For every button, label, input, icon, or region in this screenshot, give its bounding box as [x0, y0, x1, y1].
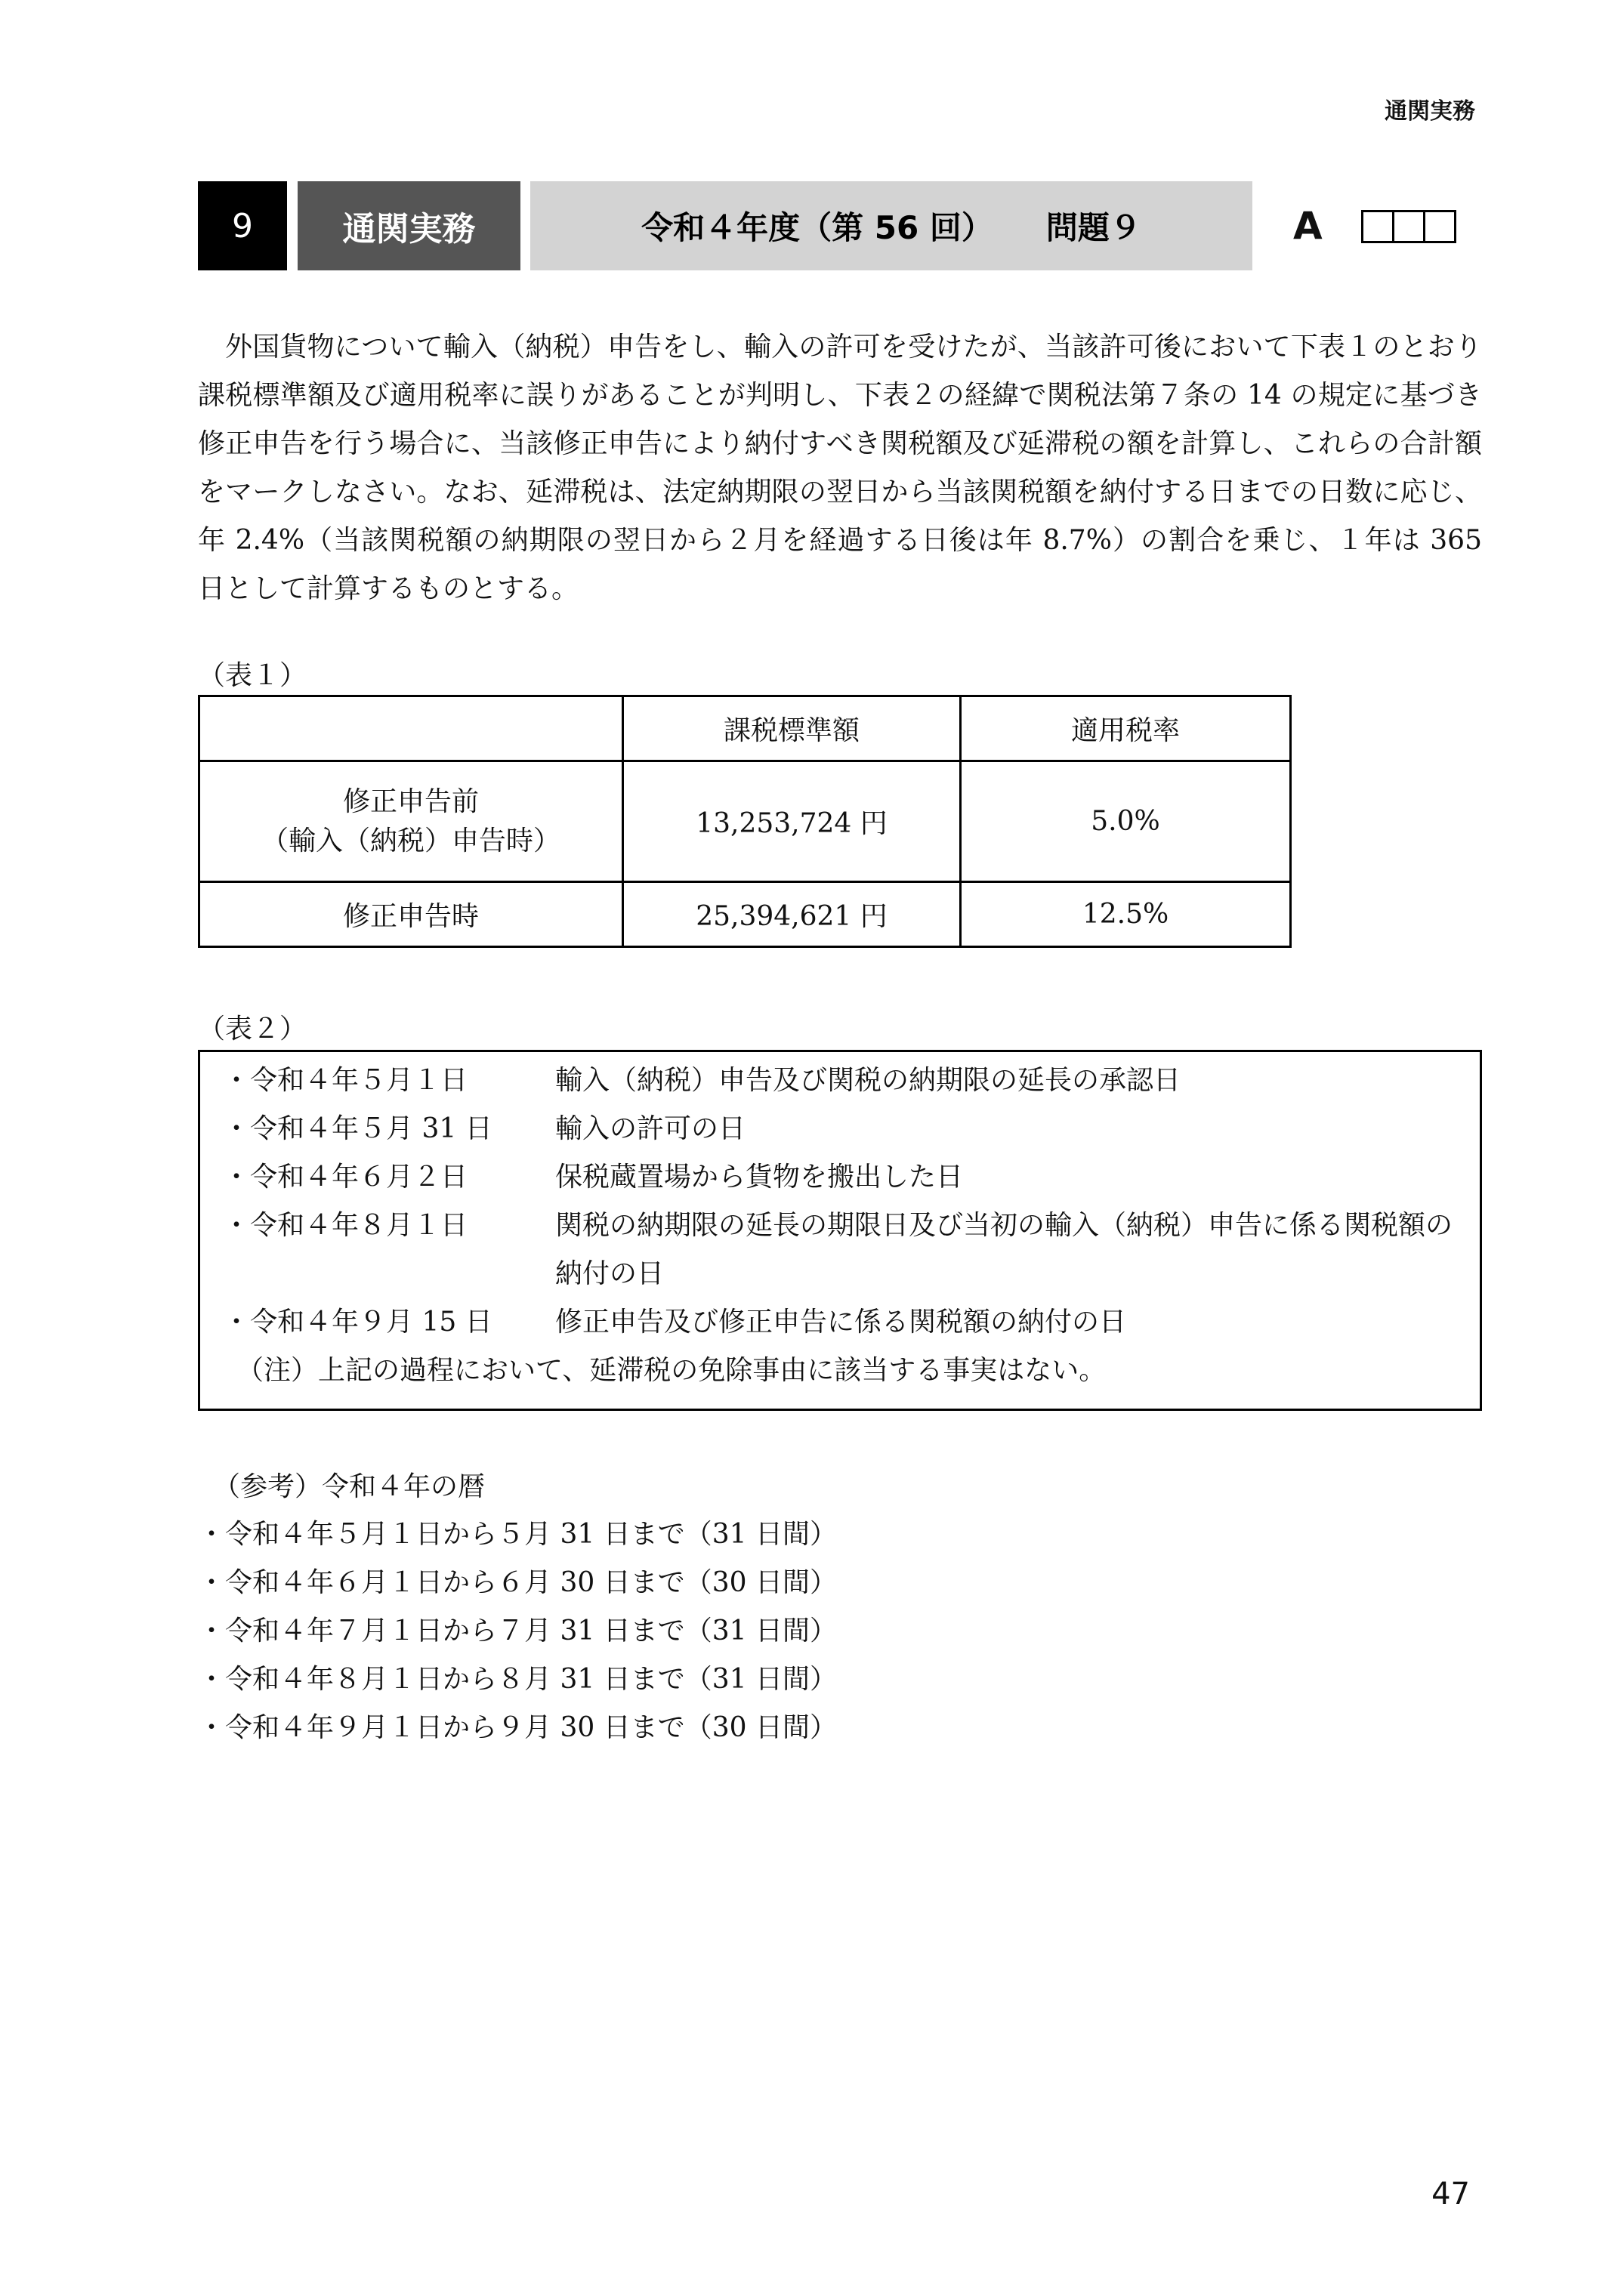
- problem-label: 問題９: [1045, 209, 1141, 246]
- row-label: [199, 761, 623, 882]
- list-item: ・令和４年６月１日から６月 30 日まで（30 日間）: [198, 1567, 837, 1598]
- problem-header: [198, 181, 1482, 270]
- tax-rate-cell: 5.0%: [961, 761, 1291, 882]
- exam-year: 令和４年度（第 56 回）: [641, 209, 993, 246]
- problem-category: 通関実務: [298, 181, 520, 270]
- event-description: 保税蔵置場から貨物を搬出した日: [555, 1162, 964, 1193]
- table1-label: （表１）: [198, 660, 307, 691]
- check-boxes: [1361, 210, 1454, 243]
- list-item: ・令和４年９月１日から９月 30 日まで（30 日間）: [198, 1712, 837, 1743]
- event-description: 関税の納期限の延長の期限日及び当初の輸入（納税）申告に係る関税額の納付の日: [555, 1210, 1453, 1289]
- tax-rate-cell: 12.5%: [961, 882, 1291, 947]
- check-box[interactable]: [1423, 210, 1456, 243]
- table-header-cell: 適用税率: [961, 696, 1291, 761]
- page-number: 47: [1431, 2177, 1470, 2211]
- problem-statement: 外国貨物について輸入（納税）申告をし、輸入の許可を受けたが、当該許可後において下表１のとおり課税標準額及び適用税率に誤りがあることが判明し、下表２の経緯で関税法第７条の 14 の規定に基づき修正申告を行う場合に、当該修正申告により納付すべき関税額及び延滞税の額を計算し、これらの合計額をマークしなさい。なお、延滞税は、法定納期限の翌日から当該関税額を納付する日までの日数に応じ、年 2.4%（当該関税額の納期限の翌日から２月を経過する日後は年 8.7%）の割合を乗じ、１年は 365 日として計算するものとする。: [198, 332, 1482, 604]
- event-description: 輸入（納税）申告及び関税の納期限の延長の承認日: [555, 1065, 1181, 1096]
- problem-number: 9: [198, 181, 287, 270]
- table2-note: （注）上記の過程において、延滞税の免除事由に該当する事実はない。: [236, 1355, 1107, 1386]
- event-description: 輸入の許可の日: [555, 1113, 746, 1144]
- row-label-line: 修正申告前: [342, 785, 479, 817]
- list-item: ・令和４年８月１日から８月 31 日まで（31 日間）: [198, 1664, 837, 1695]
- event-date: ・令和４年５月１日: [223, 1065, 468, 1096]
- table-row: [199, 761, 1291, 882]
- table2: [198, 1050, 1482, 1411]
- table-header-row: [199, 696, 1291, 761]
- row-label: 修正申告時: [199, 882, 623, 947]
- event-date: ・令和４年９月 15 日: [223, 1307, 492, 1338]
- tax-base-cell: 25,394,621 円: [623, 882, 961, 947]
- table-header-cell: [199, 696, 623, 761]
- list-item: ・令和４年７月１日から７月 31 日まで（31 日間）: [198, 1616, 837, 1646]
- difficulty-rank: A: [1293, 204, 1323, 248]
- table-header-cell: 課税標準額: [623, 696, 961, 761]
- running-head: 通関実務: [1385, 98, 1475, 125]
- reference-list: [198, 1511, 837, 1752]
- check-box[interactable]: [1361, 210, 1394, 243]
- event-date: ・令和４年５月 31 日: [223, 1113, 492, 1144]
- table1: [198, 695, 1292, 948]
- reference-title: （参考）令和４年の暦: [213, 1471, 486, 1502]
- event-description: 修正申告及び修正申告に係る関税額の納付の日: [555, 1307, 1127, 1338]
- event-date: ・令和４年８月１日: [223, 1210, 468, 1241]
- problem-title-bar: [530, 181, 1252, 270]
- table2-label: （表２）: [198, 1014, 307, 1045]
- check-box[interactable]: [1392, 210, 1425, 243]
- list-item: ・令和４年５月１日から５月 31 日まで（31 日間）: [198, 1519, 837, 1550]
- table-row: [199, 882, 1291, 947]
- tax-base-cell: 13,253,724 円: [623, 761, 961, 882]
- event-date: ・令和４年６月２日: [223, 1162, 468, 1193]
- row-label-line: （輸入（納税）申告時）: [261, 825, 560, 856]
